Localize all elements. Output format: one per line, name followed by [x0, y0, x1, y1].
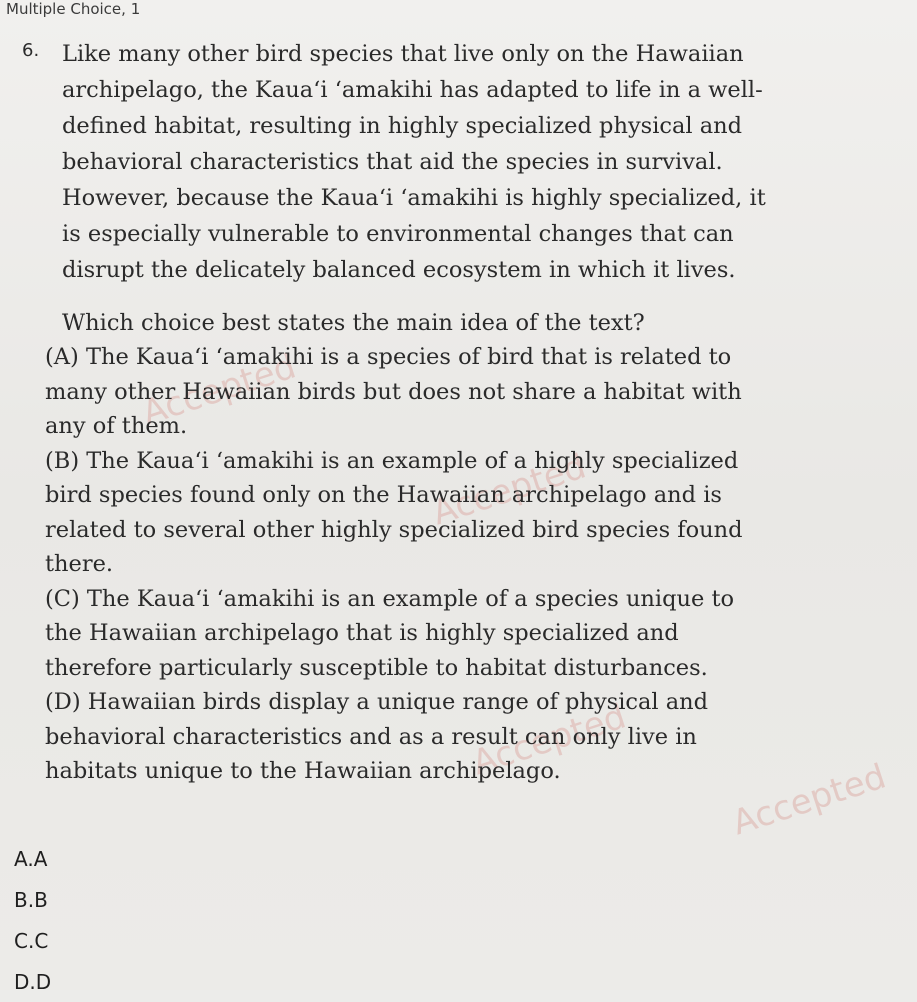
option-d-text: (D) Hawaiian birds display a unique range of physical and behavioral characteristics and as a result can only live in habitats unique to the Hawaiian archipelago.: [45, 689, 709, 784]
answer-choices: [0, 838, 51, 1002]
answer-choice-label: C.C: [14, 928, 49, 953]
question-number: 6.: [22, 40, 40, 61]
answer-choice-b[interactable]: [0, 879, 51, 920]
option-a-text: (A) The Kaua‘i ‘amakihi is a species of bird that is related to many other Hawaiian birds but does not share a habitat with any of them.: [45, 344, 742, 439]
question-type-header: Multiple Choice, 1: [6, 0, 141, 18]
watermark: Accepted: [427, 446, 591, 534]
answer-choice-c[interactable]: [0, 920, 51, 961]
answer-choice-label: B.B: [14, 887, 48, 912]
answer-choice-d[interactable]: [0, 961, 51, 1002]
option-c-text: (C) The Kaua‘i ‘amakihi is an example of a species unique to the Hawaiian archipelago that is highly specialized and therefore particularly susceptible to habitat disturbances.: [45, 585, 735, 681]
option-b-text: (B) The Kaua‘i ‘amakihi is an example of a highly specialized bird species found only on the Hawaiian archipelago and is related to several other highly specialized bird species found there.: [45, 447, 743, 577]
watermark: Accepted: [137, 346, 301, 434]
answer-choice-a[interactable]: [0, 838, 51, 879]
option-list: [45, 340, 875, 789]
question-stem: Which choice best states the main idea of the text?: [62, 310, 645, 336]
watermark: Accepted: [467, 696, 631, 784]
question-passage: Like many other bird species that live only on the Hawaiian archipelago, the Kaua‘i ‘amakihi has adapted to life in a well- defined habitat, resulting in highly specialized physical and behavioral characteristics that aid the species in survival. However, because the Kaua‘i ‘amakihi is highly specialized, it is especially vulnerable to environmental changes that can disrupt the delicately balanced ecosystem in which it lives.: [62, 41, 766, 283]
answer-choice-label: D.D: [14, 969, 52, 994]
answer-choice-label: A.A: [14, 846, 48, 871]
watermark: Accepted: [727, 756, 891, 844]
